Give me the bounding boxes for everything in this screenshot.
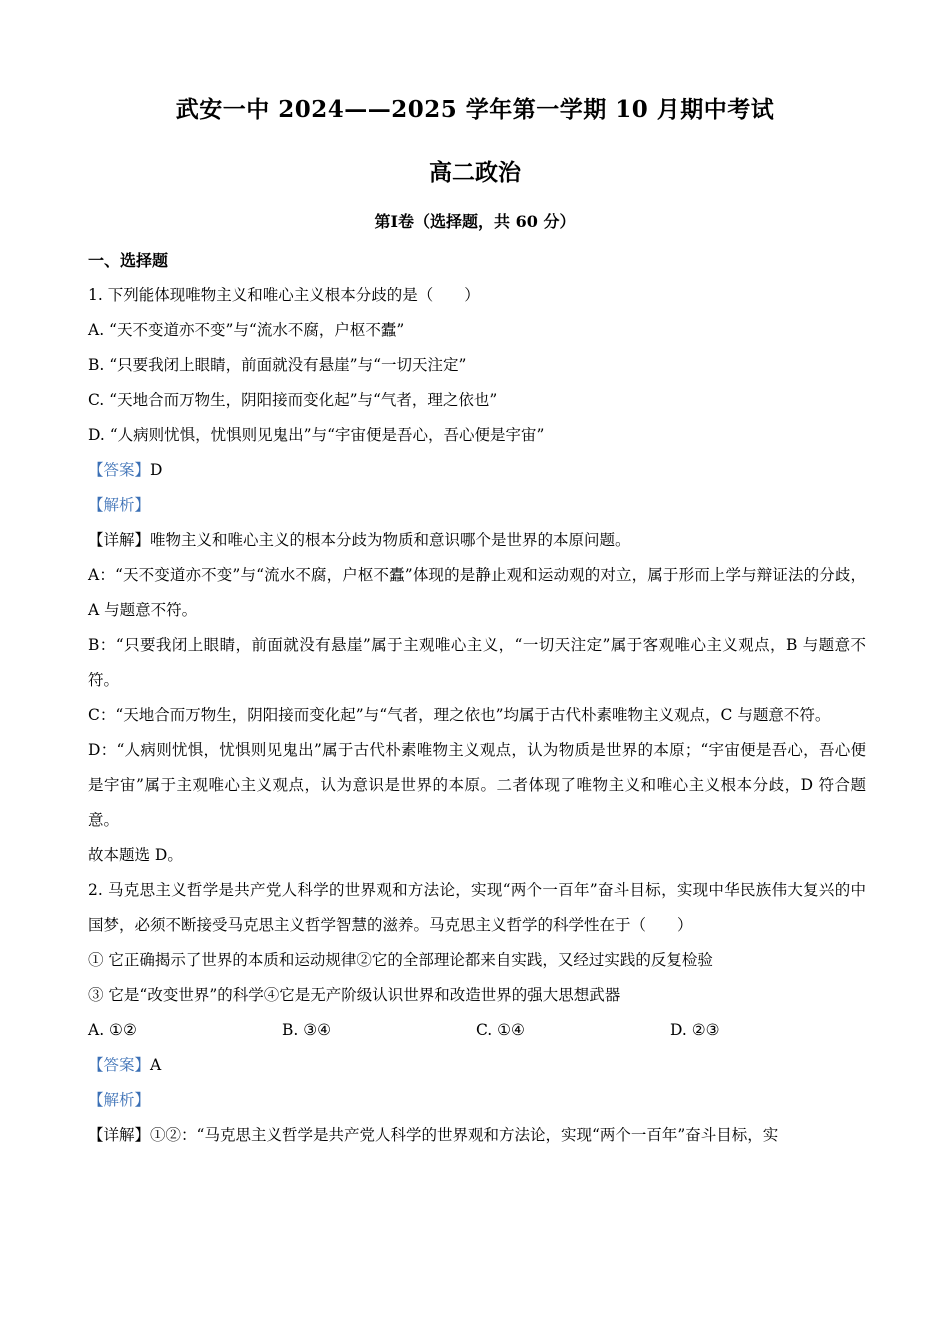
q2-statement-2: ③ 它是“改变世界”的科学④它是无产阶级认识世界和改造世界的强大思想武器	[88, 986, 621, 1004]
exam-subject: 高二政治	[429, 159, 521, 186]
answer-tag: 【答案】	[88, 461, 151, 479]
q2-option-a: A. ①②	[88, 1021, 137, 1039]
q1-explanation-d: D：“人病则忧惧，忧惧则见鬼出”属于古代朴素唯物主义观点，认为物质是世界的本原；“宇宙便是吾心，吾心便是宇宙”属于主观唯心主义观点，认为意识是世界的本原。二者体现了唯物主义和唯心主义根本分歧，D 符合题意。	[88, 741, 866, 829]
q2-option-b: B. ③④	[282, 1021, 332, 1039]
q1-answer-value: D	[150, 461, 163, 479]
exam-title: 武安一中 2024——2025 学年第一学期 10 月期中考试	[175, 96, 775, 123]
q2-answer-value: A	[150, 1056, 162, 1074]
q1-option-a: A. “天不变道亦不变”与“流水不腐，户枢不蠹”	[88, 321, 405, 339]
q1-explanation-b: B：“只要我闭上眼睛，前面就没有悬崖”属于主观唯心主义，“一切天注定”属于客观唯心主义观点，B 与题意不符。	[88, 636, 866, 689]
q1-explanation-a: A：“天不变道亦不变”与“流水不腐，户枢不蠹”体现的是静止观和运动观的对立，属于形而上学与辩证法的分歧，A 与题意不符。	[88, 566, 866, 619]
q1-conclusion: 故本题选 D。	[88, 846, 183, 864]
q1-detail-text: 唯物主义和唯心主义的根本分歧为物质和意识哪个是世界的本原问题。	[150, 531, 631, 549]
q1-option-b: B. “只要我闭上眼睛，前面就没有悬崖”与“一切天注定”	[88, 356, 467, 374]
q1-explanation-c: C：“天地合而万物生，阴阳接而变化起”与“气者，理之依也”均属于古代朴素唯物主义观点，C 与题意不符。	[88, 706, 831, 724]
answer-tag: 【答案】	[88, 1056, 151, 1074]
q1-option-c: C. “天地合而万物生，阴阳接而变化起”与“气者，理之依也”	[88, 391, 498, 409]
q2-detail-text: ①②：“马克思主义哲学是共产党人科学的世界观和方法论，实现“两个一百年”奋斗目标，实	[150, 1126, 779, 1144]
q1-detail	[88, 523, 866, 558]
q2-answer	[88, 1048, 866, 1083]
q1-analysis-tag: 【解析】	[88, 496, 151, 514]
q2-options	[88, 1013, 866, 1048]
document-body	[88, 243, 866, 1153]
volume-heading: 第Ⅰ卷（选择题，共 60 分）	[374, 212, 576, 231]
q1-answer	[88, 453, 866, 488]
section-heading: 一、选择题	[88, 251, 169, 270]
q2-option-c: C. ①④	[476, 1021, 525, 1039]
q2-stem: 2. 马克思主义哲学是共产党人科学的世界观和方法论，实现“两个一百年”奋斗目标，实现中华民族伟大复兴的中国梦，必须不断接受马克思主义哲学智慧的滋养。马克思主义哲学的科学性在于（ ）	[88, 881, 866, 934]
q2-detail	[88, 1118, 866, 1153]
q1-option-d: D. “人病则忧惧，忧惧则见鬼出”与“宇宙便是吾心，吾心便是宇宙”	[88, 426, 545, 444]
detail-tag: 【详解】	[88, 531, 151, 549]
detail-tag: 【详解】	[88, 1126, 151, 1144]
q2-analysis-tag: 【解析】	[88, 1091, 151, 1109]
q2-option-d: D. ②③	[670, 1021, 720, 1039]
q1-stem: 1. 下列能体现唯物主义和唯心主义根本分歧的是（ ）	[88, 286, 480, 304]
q2-statement-1: ① 它正确揭示了世界的本质和运动规律②它的全部理论都来自实践，又经过实践的反复检验	[88, 951, 713, 969]
